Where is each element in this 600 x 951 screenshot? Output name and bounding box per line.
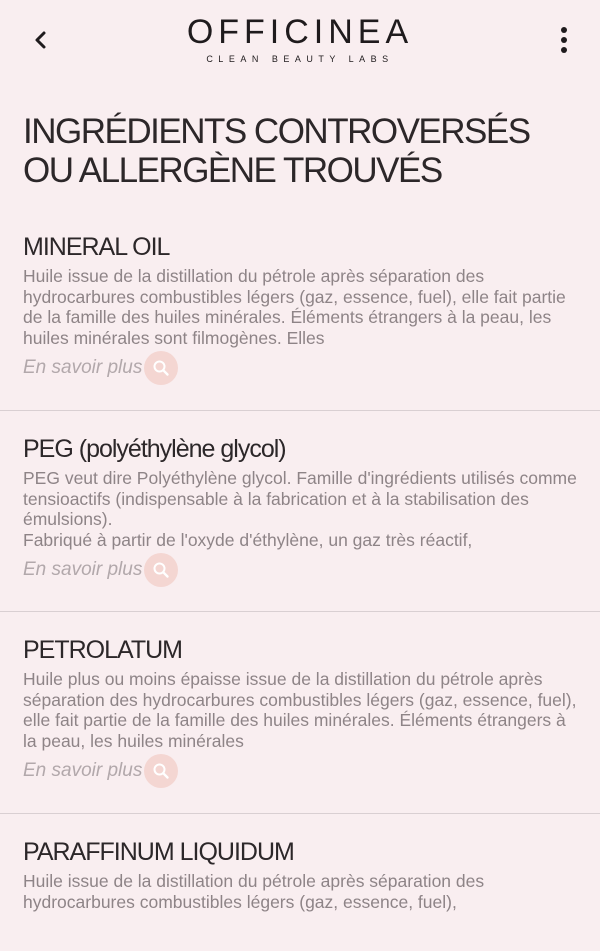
ingredient-name: PEG (polyéthylène glycol)	[23, 435, 286, 463]
ingredient-description: Huile plus ou moins épaisse issue de la distillation du pétrole après séparation des hydrocarbures combustibles légers (gaz, essence, fuel), elle fait partie de la famille des huiles minérales. Éléments étrangers à la peau, les huiles minérales	[23, 669, 577, 751]
ingredient-card	[0, 232, 600, 411]
ingredient-description: PEG veut dire Polyéthylène glycol. Famille d'ingrédients utilisés comme tensioactifs (indispensable à la fabrication et à la stabilisation des émulsions). Fabriqué à partir de l'oxyde d'éthylène, un gaz très réactif,	[23, 468, 577, 550]
brand-tagline: CLEAN BEAUTY LABS	[206, 54, 394, 64]
learn-more-link[interactable]	[23, 351, 178, 385]
learn-more-link[interactable]	[23, 754, 178, 788]
ingredient-name: PETROLATUM	[23, 636, 182, 664]
more-options-button[interactable]	[556, 24, 572, 58]
ingredient-name: PARAFFINUM LIQUIDUM	[23, 838, 294, 866]
page-title: INGRÉDIENTS CONTROVERSÉS OU ALLERGÈNE TROUVÉS	[23, 112, 530, 190]
ingredient-description: Huile issue de la distillation du pétrole après séparation des hydrocarbures combustibles légers (gaz, essence, fuel), elle fait partie de la famille des huiles minérales. Éléments étrangers à la peau, les huiles minérales sont filmogènes. Elles	[23, 266, 566, 348]
ingredient-name: MINERAL OIL	[23, 233, 170, 261]
search-icon[interactable]	[144, 351, 178, 385]
brand-name: OFFICINEA	[186, 13, 414, 51]
ingredient-card	[0, 635, 600, 814]
more-vertical-icon	[556, 24, 572, 58]
learn-more-link[interactable]	[23, 553, 178, 587]
ingredient-card	[0, 434, 600, 612]
learn-more-label: En savoir plus	[23, 760, 143, 781]
app-header	[0, 0, 600, 80]
brand-logo	[0, 12, 600, 64]
search-icon[interactable]	[144, 754, 178, 788]
search-icon[interactable]	[144, 553, 178, 587]
learn-more-label: En savoir plus	[23, 357, 143, 378]
learn-more-label: En savoir plus	[23, 559, 143, 580]
ingredient-description: Huile issue de la distillation du pétrole après séparation des hydrocarbures combustibles légers (gaz, essence, fuel),	[23, 871, 485, 912]
ingredient-card	[0, 837, 600, 912]
